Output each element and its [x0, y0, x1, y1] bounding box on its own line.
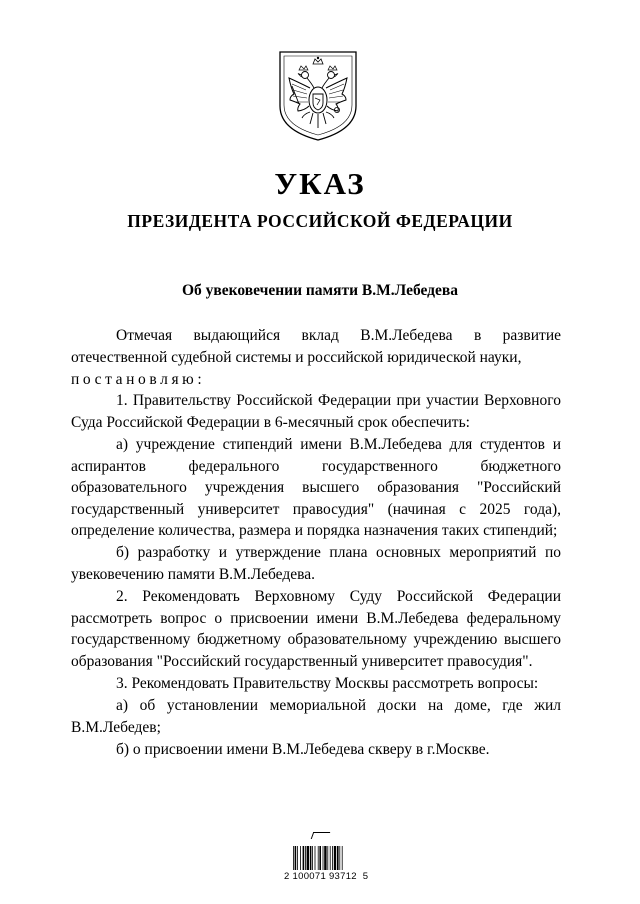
clause-2: 2. Рекомендовать Верховному Суду Российской Федерации рассмотреть вопрос о присвоении имени В.М.Лебедева федеральному государственному бюджетному образовательному учреждению высшего образования "Российский государственный университет правосудия". — [71, 588, 561, 670]
clause-3: 3. Рекомендовать Правительству Москвы рассмотреть вопросы: — [116, 675, 539, 692]
clause-1a: а) учреждение стипендий имени В.М.Лебедева для студентов и аспирантов федерального государственного бюджетного образовательного учреждения высшего образования "Российский государственный университет правосудия" (начиная с 2025 года), определение количества, размера и порядка назначения таких стипендий; — [71, 435, 561, 540]
barcode-icon — [293, 846, 361, 870]
document-type-title: УКАЗ — [274, 166, 366, 201]
publisher-mark-icon — [300, 832, 340, 844]
clause-1: 1. Правительству Российской Федерации при участии Верховного Суда Российской Федерации в 6-месячный срок обеспечить: — [71, 392, 561, 431]
decree-word: постановляю: — [71, 370, 206, 388]
clause-3a: а) об установлении мемориальной доски на доме, где жил В.М.Лебедев; — [71, 697, 561, 736]
clause-1b: б) разработку и утверждение плана основных мероприятий по увековечению памяти В.М.Лебедева. — [71, 544, 561, 584]
preamble-paragraph: Отмечая выдающийся вклад В.М.Лебедева в развитие отечественной судебной системы и российской юридической науки, — [71, 327, 561, 366]
coat-of-arms-icon — [276, 48, 360, 144]
issuer-subtitle: ПРЕЗИДЕНТА РОССИЙСКОЙ ФЕДЕРАЦИИ — [127, 211, 513, 231]
decree-heading: Об увековечении памяти В.М.Лебедева — [181, 282, 459, 299]
decree-body — [71, 325, 561, 761]
barcode-number: 2 100071 93712 5 — [284, 871, 369, 882]
clause-3b: б) о присвоении имени В.М.Лебедева скверу в г.Москве. — [116, 740, 490, 758]
